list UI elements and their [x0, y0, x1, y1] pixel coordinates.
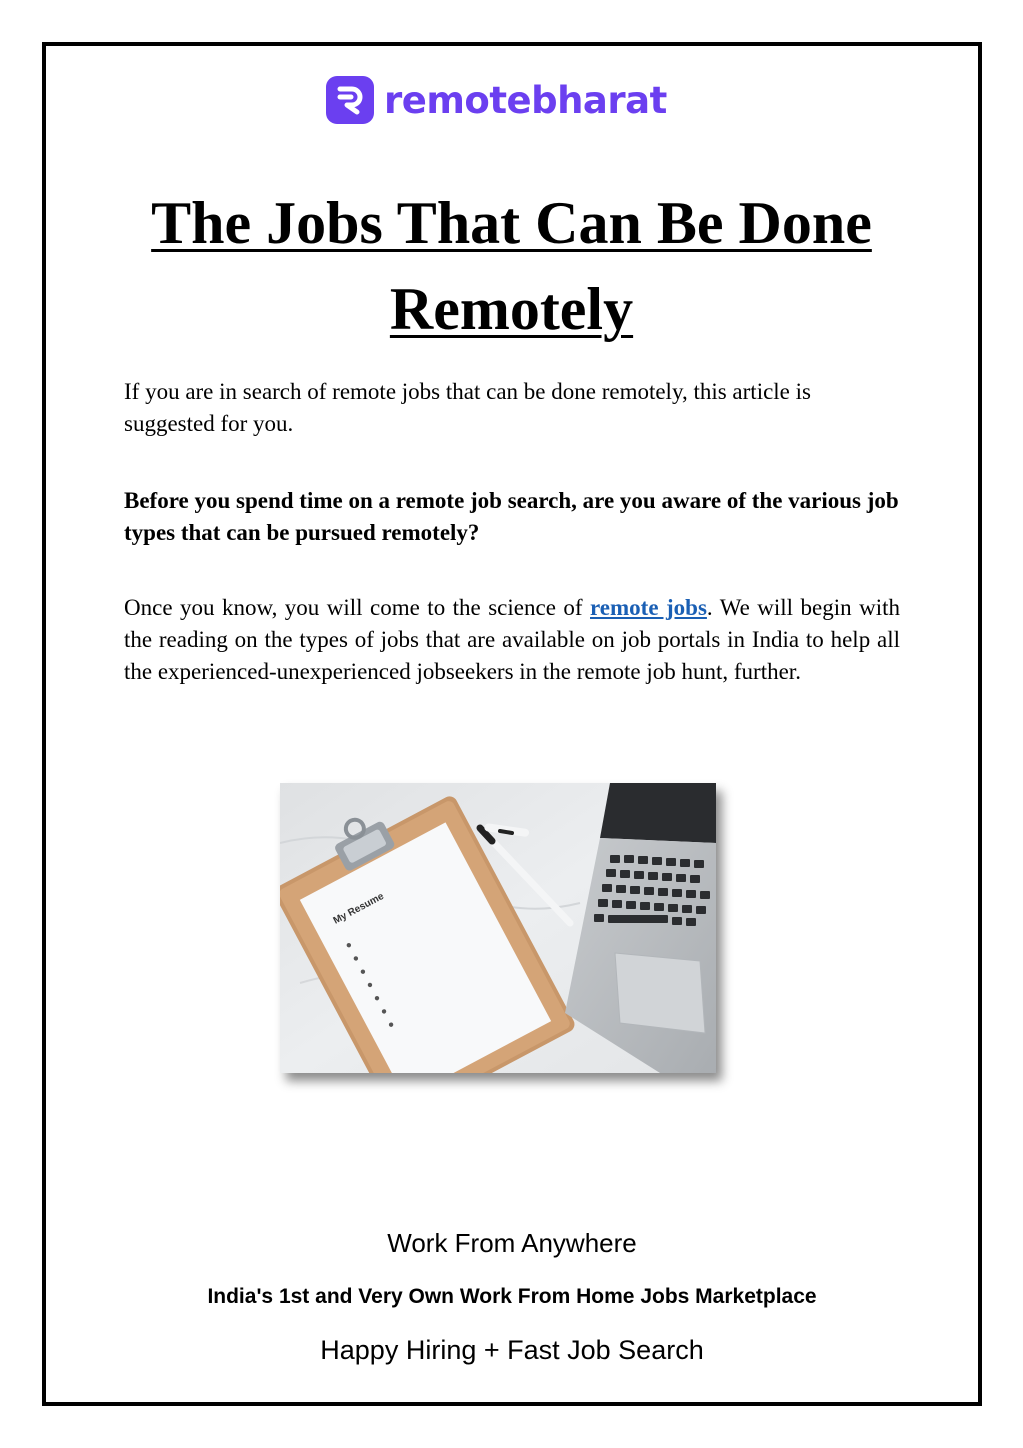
remote-jobs-link[interactable]: remote jobs [590, 595, 707, 620]
footer-slogan: Happy Hiring + Fast Job Search [320, 1335, 704, 1365]
footer-subtitle: India's 1st and Very Own Work From Home Jobs Marketplace [207, 1285, 817, 1308]
question-paragraph: Before you spend time on a remote job search, are you aware of the various job types that can be pursued remotely? [124, 488, 899, 545]
brand-logo[interactable] [326, 74, 667, 126]
body-text-after-link: . We will begin with the reading on the types of jobs that are available on job portals in India to help all the experienced-unexperienced jobseekers in the remote job hunt, further. [124, 595, 900, 684]
photo-illustration [280, 783, 716, 1073]
logo-r-icon [326, 76, 374, 124]
title-line-2: Remotely [389, 276, 634, 342]
page-title [100, 180, 923, 352]
resume-heading: My Resume [331, 890, 386, 927]
title-line-1: The Jobs That Can Be Done [151, 190, 872, 256]
footer-tagline: Work From Anywhere [387, 1228, 637, 1258]
intro-paragraph: If you are in search of remote jobs that can be done remotely, this article is suggested for you. [124, 379, 811, 436]
brand-name: remotebharat [384, 78, 667, 122]
resume-laptop-photo [280, 783, 716, 1073]
body-paragraph [124, 592, 900, 688]
body-text-before-link: Once you know, you will come to the science of [124, 595, 591, 620]
